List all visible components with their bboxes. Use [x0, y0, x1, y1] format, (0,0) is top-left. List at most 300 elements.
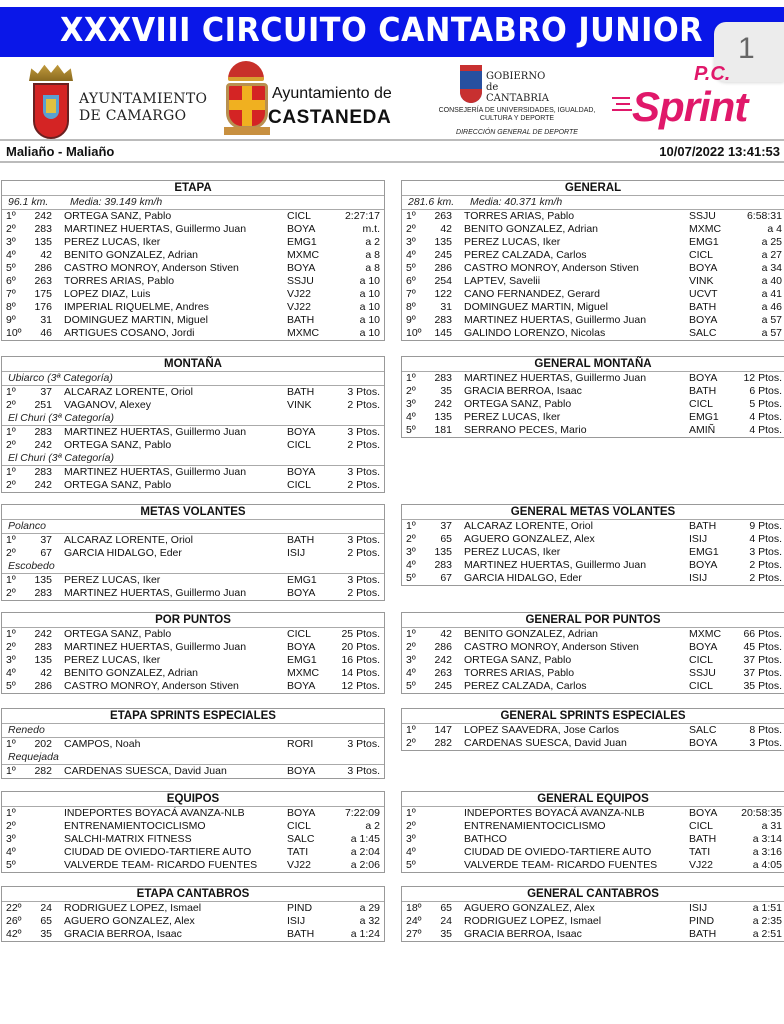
cell-name: CASTRO MONROY, Anderson Stiven [64, 262, 239, 274]
cell-team: BATH [689, 928, 717, 940]
cell-team: VJ22 [287, 288, 311, 300]
table-row [2, 628, 384, 641]
cell-team: ISIJ [689, 902, 708, 914]
table-row [402, 915, 784, 928]
cell-name: ALCARAZ LORENTE, Oriol [64, 534, 193, 546]
stage-route: Maliaño - Maliaño [6, 144, 115, 159]
cell-name: MARTINEZ HUERTAS, Guillermo Juan [64, 466, 247, 478]
cell-name: ORTEGA SANZ, Pablo [64, 628, 172, 640]
cell-pos: 1º [6, 426, 16, 438]
cell-name: PEREZ CALZADA, Carlos [464, 249, 587, 261]
cell-num: 37 [440, 520, 452, 532]
section-title: ETAPA [2, 181, 384, 196]
table-row [402, 546, 784, 559]
cell-val: 4 Ptos. [749, 411, 782, 423]
distance-km: 96.1 km. [8, 196, 49, 208]
cell-val: 3 Ptos. [749, 737, 782, 749]
table-row [2, 466, 384, 479]
cell-pos: 2º [406, 737, 416, 749]
cell-val: m.t. [362, 223, 380, 235]
cell-name: CAMPOS, Noah [64, 738, 141, 750]
cell-pos: 10º [406, 327, 422, 339]
cell-name: ORTEGA SANZ, Pablo [464, 398, 572, 410]
table-row [2, 262, 384, 275]
cell-pos: 3º [406, 833, 416, 845]
table-row [402, 737, 784, 750]
section-title: GENERAL MONTAÑA [402, 357, 784, 372]
cell-val: a 32 [359, 915, 380, 927]
cell-team: EMG1 [689, 411, 719, 423]
cell-team: PIND [689, 915, 715, 927]
cell-team: BOYA [287, 680, 316, 692]
section-title: GENERAL POR PUNTOS [402, 613, 784, 628]
cell-num: 65 [440, 902, 452, 914]
section-title: EQUIPOS [2, 792, 384, 807]
cell-val: 3 Ptos. [347, 466, 380, 478]
table-row [402, 846, 784, 859]
cantabria-shield-icon [460, 65, 482, 103]
cell-val: a 2:51 [752, 928, 782, 940]
cell-num: 202 [34, 738, 52, 750]
cell-name: DOMINGUEZ MARTIN, Miguel [64, 314, 208, 326]
cell-val: 37 Ptos. [743, 667, 782, 679]
sprint-word: Sprint [632, 83, 748, 130]
cell-name: VAGANOV, Alexey [64, 399, 151, 411]
cell-val: 7:22:09 [344, 807, 380, 819]
cell-val: 12 Ptos. [743, 372, 782, 384]
cell-pos: 5º [406, 262, 416, 274]
section-title: POR PUNTOS [2, 613, 384, 628]
cell-pos: 2º [406, 641, 416, 653]
cell-num: 24 [440, 915, 452, 927]
cell-name: GRACIA BERROA, Isaac [464, 385, 582, 397]
section-title: GENERAL METAS VOLANTES [402, 505, 784, 520]
cell-num: 263 [434, 667, 452, 679]
cell-pos: 2º [406, 223, 416, 235]
sprint-logo [612, 61, 772, 137]
cell-name: LOPEZ DIAZ, Luis [64, 288, 151, 300]
cell-name: GRACIA BERROA, Isaac [464, 928, 582, 940]
cell-team: BOYA [287, 262, 316, 274]
table-row [2, 314, 384, 327]
cell-name: TORRES ARIAS, Pablo [464, 210, 575, 222]
section-title: METAS VOLANTES [2, 505, 384, 520]
cell-team: BOYA [287, 466, 316, 478]
section-title: GENERAL SPRINTS ESPECIALES [402, 709, 784, 724]
table-row [2, 534, 384, 547]
table-row [2, 902, 384, 915]
cell-name: TORRES ARIAS, Pablo [464, 667, 575, 679]
distance-speed-header [402, 196, 784, 210]
cell-name: AGUERO GONZALEZ, Alex [464, 902, 595, 914]
cell-team: BATH [689, 833, 717, 845]
cell-num: 242 [34, 210, 52, 222]
cell-num: 37 [40, 386, 52, 398]
table-row [402, 314, 784, 327]
cell-pos: 2º [406, 820, 416, 832]
cell-num: 283 [434, 559, 452, 571]
cell-name: MARTINEZ HUERTAS, Guillermo Juan [464, 314, 647, 326]
cell-team: BOYA [287, 807, 316, 819]
cell-val: 3 Ptos. [347, 386, 380, 398]
table-row [402, 667, 784, 680]
cell-val: 2 Ptos. [749, 559, 782, 571]
cell-team: BOYA [689, 262, 718, 274]
cell-name: VALVERDE TEAM- RICARDO FUENTES [464, 859, 658, 871]
table-row [402, 559, 784, 572]
cell-num: 176 [34, 301, 52, 313]
cell-num: 286 [34, 680, 52, 692]
cell-team: BOYA [689, 372, 718, 384]
cell-team: BOYA [689, 314, 718, 326]
cell-val: 3 Ptos. [749, 546, 782, 558]
cell-pos: 3º [6, 236, 16, 248]
por-puntos-panel [1, 612, 385, 694]
cell-val: a 27 [761, 249, 782, 261]
cell-val: a 2:35 [752, 915, 782, 927]
cell-team: SALC [287, 833, 315, 845]
table-row [402, 654, 784, 667]
cell-num: 286 [434, 262, 452, 274]
cell-name: PEREZ LUCAS, Iker [464, 411, 561, 423]
general-sprints-panel [401, 708, 784, 751]
cell-num: 283 [34, 223, 52, 235]
cell-team: PIND [287, 902, 313, 914]
cell-pos: 1º [406, 520, 416, 532]
cell-team: CICL [689, 680, 713, 692]
cell-team: SSJU [287, 275, 314, 287]
cell-pos: 2º [6, 587, 16, 599]
cell-num: 135 [34, 654, 52, 666]
table-row [2, 641, 384, 654]
cell-num: 283 [34, 466, 52, 478]
cell-num: 147 [434, 724, 452, 736]
cell-team: ISIJ [287, 547, 306, 559]
cell-name: CIUDAD DE OVIEDO-TARTIERE AUTO [464, 846, 652, 858]
cell-num: 263 [434, 210, 452, 222]
cell-name: GARCIA HIDALGO, Eder [464, 572, 582, 584]
table-row [2, 547, 384, 560]
cell-num: 65 [40, 915, 52, 927]
cell-num: 135 [434, 236, 452, 248]
section-title: MONTAÑA [2, 357, 384, 372]
cell-team: BOYA [287, 426, 316, 438]
table-row [402, 928, 784, 941]
cell-pos: 3º [406, 654, 416, 666]
cell-name: PEREZ LUCAS, Iker [64, 654, 161, 666]
cell-team: BATH [287, 386, 315, 398]
table-row [2, 680, 384, 693]
cell-num: 175 [34, 288, 52, 300]
cell-pos: 1º [406, 210, 416, 222]
table-row [2, 301, 384, 314]
cell-name: CIUDAD DE OVIEDO-TARTIERE AUTO [64, 846, 252, 858]
table-row [402, 833, 784, 846]
cell-val: 20 Ptos. [341, 641, 380, 653]
table-row [402, 628, 784, 641]
cell-pos: 1º [6, 807, 16, 819]
table-row [402, 327, 784, 340]
cell-pos: 9º [6, 314, 16, 326]
cell-pos: 2º [406, 533, 416, 545]
cell-name: ORTEGA SANZ, Pablo [64, 479, 172, 491]
montana-panel [1, 356, 385, 493]
cell-team: EMG1 [689, 236, 719, 248]
cell-team: MXMC [287, 667, 320, 679]
cell-val: a 10 [359, 327, 380, 339]
cantabria-title [486, 71, 549, 104]
event-title: XXXVIII CIRCUITO CANTABRO JUNIOR [60, 10, 703, 49]
cell-name: TORRES ARIAS, Pablo [64, 275, 175, 287]
cell-num: 46 [40, 327, 52, 339]
cell-team: MXMC [287, 249, 320, 261]
table-row [2, 667, 384, 680]
castaneda-line1: Ayuntamiento de [272, 85, 392, 102]
table-row [402, 859, 784, 872]
table-row [2, 587, 384, 600]
cell-val: a 2 [365, 820, 380, 832]
cell-team: CICL [287, 820, 311, 832]
cell-val: 9 Ptos. [749, 520, 782, 532]
cell-val: a 8 [365, 262, 380, 274]
cell-pos: 2º [406, 385, 416, 397]
cell-name: DOMINGUEZ MARTIN, Miguel [464, 301, 608, 313]
cell-num: 31 [40, 314, 52, 326]
cell-num: 67 [440, 572, 452, 584]
cell-pos: 1º [406, 372, 416, 384]
table-row [2, 654, 384, 667]
cell-name: MARTINEZ HUERTAS, Guillermo Juan [64, 426, 247, 438]
cell-pos: 1º [6, 466, 16, 478]
cell-name: BENITO GONZALEZ, Adrian [64, 667, 199, 679]
cell-team: AMIÑ [689, 424, 716, 436]
cell-team: BOYA [287, 765, 316, 777]
cell-pos: 5º [6, 859, 16, 871]
cell-team: CICL [287, 439, 311, 451]
cell-team: ISIJ [287, 915, 306, 927]
cell-val: a 4 [767, 223, 782, 235]
table-row [2, 223, 384, 236]
cell-pos: 8º [6, 301, 16, 313]
cell-num: 135 [34, 236, 52, 248]
table-row [402, 533, 784, 546]
cell-name: MARTINEZ HUERTAS, Guillermo Juan [464, 372, 647, 384]
table-row [2, 479, 384, 492]
table-row [2, 399, 384, 412]
average-speed: Media: 39.149 km/h [70, 196, 163, 208]
stage-info-bar [0, 139, 784, 163]
cell-pos: 8º [406, 301, 416, 313]
table-row [402, 236, 784, 249]
table-row [402, 372, 784, 385]
cell-name: PEREZ CALZADA, Carlos [464, 680, 587, 692]
cell-pos: 6º [6, 275, 16, 287]
castaneda-shield-icon [226, 83, 268, 129]
cell-num: 42 [40, 667, 52, 679]
cell-name: SALCHI-MATRIX FITNESS [64, 833, 192, 845]
cell-val: 3 Ptos. [347, 738, 380, 750]
cell-name: INDEPORTES BOYACÁ AVANZA-NLB [64, 807, 245, 819]
cell-num: 283 [34, 426, 52, 438]
cell-name: ALCARAZ LORENTE, Oriol [64, 386, 193, 398]
table-row [2, 386, 384, 399]
cell-name: MARTINEZ HUERTAS, Guillermo Juan [464, 559, 647, 571]
cell-val: 3 Ptos. [347, 574, 380, 586]
table-row [2, 928, 384, 941]
cell-pos: 42º [6, 928, 22, 940]
cell-team: CICL [689, 820, 713, 832]
group-label: El Churi (3ª Categoría) [2, 452, 384, 466]
table-row [2, 738, 384, 751]
distance-speed-header [2, 196, 384, 210]
crown-icon [29, 63, 73, 81]
cell-team: CICL [689, 249, 713, 261]
cell-name: CASTRO MONROY, Anderson Stiven [464, 262, 639, 274]
cell-pos: 4º [406, 411, 416, 423]
cell-val: a 46 [761, 301, 782, 313]
camargo-text [79, 91, 207, 125]
castaneda-logo [220, 61, 395, 137]
cell-pos: 1º [6, 738, 16, 750]
cell-pos: 1º [406, 807, 416, 819]
cell-name: AGUERO GONZALEZ, Alex [464, 533, 595, 545]
cell-name: GARCIA HIDALGO, Eder [64, 547, 182, 559]
table-row [402, 262, 784, 275]
cell-pos: 27º [406, 928, 422, 940]
cell-val: 2 Ptos. [347, 439, 380, 451]
group-label: Escobedo [2, 560, 384, 574]
cell-team: VJ22 [287, 859, 311, 871]
cell-team: BATH [689, 301, 717, 313]
cell-val: a 57 [761, 327, 782, 339]
title-banner [0, 7, 784, 57]
cell-val: a 2 [365, 236, 380, 248]
cell-pos: 9º [406, 314, 416, 326]
etapa-panel [1, 180, 385, 341]
cell-val: 35 Ptos. [743, 680, 782, 692]
cell-name: INDEPORTES BOYACÁ AVANZA-NLB [464, 807, 645, 819]
cell-pos: 6º [406, 275, 416, 287]
cell-team: UCVT [689, 288, 718, 300]
cell-team: BATH [287, 928, 315, 940]
cell-val: a 3:14 [752, 833, 782, 845]
cell-pos: 7º [406, 288, 416, 300]
cell-num: 42 [440, 223, 452, 235]
cell-val: a 3:16 [752, 846, 782, 858]
cell-team: BATH [287, 534, 315, 546]
cell-num: 35 [440, 385, 452, 397]
cell-num: 283 [434, 314, 452, 326]
cell-team: CICL [287, 628, 311, 640]
cell-name: PEREZ LUCAS, Iker [64, 574, 161, 586]
cell-name: ENTRENAMIENTOCICLISMO [464, 820, 606, 832]
cell-name: BENITO GONZALEZ, Adrian [64, 249, 199, 261]
table-row [402, 275, 784, 288]
cell-val: 6 Ptos. [749, 385, 782, 397]
cell-val: 12 Ptos. [341, 680, 380, 692]
ribbon-icon [224, 127, 270, 135]
table-row [2, 249, 384, 262]
cell-pos: 10º [6, 327, 22, 339]
cell-name: LAPTEV, Savelii [464, 275, 541, 287]
table-row [402, 820, 784, 833]
cell-pos: 4º [406, 667, 416, 679]
cell-pos: 5º [406, 859, 416, 871]
etapa-cantabros-panel [1, 886, 385, 942]
table-row [402, 210, 784, 223]
cell-team: RORI [287, 738, 314, 750]
cell-num: 283 [34, 641, 52, 653]
cell-val: a 1:45 [350, 833, 380, 845]
cell-pos: 3º [6, 654, 16, 666]
cell-name: ARTIGUES COSANO, Jordi [64, 327, 195, 339]
cell-val: a 8 [365, 249, 380, 261]
table-row [2, 859, 384, 872]
cell-val: a 10 [359, 288, 380, 300]
cell-pos: 1º [6, 386, 16, 398]
cell-val: 3 Ptos. [347, 426, 380, 438]
cell-name: CARDENAS SUESCA, David Juan [464, 737, 627, 749]
cell-pos: 7º [6, 288, 16, 300]
table-row [402, 902, 784, 915]
cell-pos: 4º [6, 249, 16, 261]
table-row [2, 439, 384, 452]
table-row [402, 249, 784, 262]
cantabria-logo [422, 61, 612, 137]
cell-num: 282 [34, 765, 52, 777]
group-label: El Churi (3ª Categoría) [2, 412, 384, 426]
cell-val: 3 Ptos. [347, 534, 380, 546]
equipos-panel [1, 791, 385, 873]
cell-team: EMG1 [689, 546, 719, 558]
cell-pos: 5º [406, 572, 416, 584]
cell-num: 35 [440, 928, 452, 940]
cell-team: TATI [287, 846, 309, 858]
cell-team: ISIJ [689, 533, 708, 545]
cell-num: 67 [40, 547, 52, 559]
cell-num: 242 [434, 398, 452, 410]
cell-num: 135 [434, 411, 452, 423]
cell-team: BOYA [689, 559, 718, 571]
cantabria-line3: CANTABRIA [486, 93, 550, 104]
cell-name: PEREZ LUCAS, Iker [464, 236, 561, 248]
cell-name: CANO FERNANDEZ, Gerard [464, 288, 600, 300]
cell-team: EMG1 [287, 574, 317, 586]
cell-pos: 4º [406, 559, 416, 571]
cell-pos: 1º [6, 765, 16, 777]
cell-pos: 1º [6, 628, 16, 640]
cell-name: VALVERDE TEAM- RICARDO FUENTES [64, 859, 258, 871]
cell-num: 263 [34, 275, 52, 287]
cell-num: 135 [434, 546, 452, 558]
cell-pos: 1º [406, 724, 416, 736]
cell-name: PEREZ LUCAS, Iker [64, 236, 161, 248]
cell-pos: 1º [406, 628, 416, 640]
cell-name: GRACIA BERROA, Isaac [64, 928, 182, 940]
cell-val: 25 Ptos. [341, 628, 380, 640]
table-row [2, 236, 384, 249]
cell-name: CASTRO MONROY, Anderson Stiven [464, 641, 639, 653]
table-row [402, 411, 784, 424]
cell-pos: 26º [6, 915, 22, 927]
average-speed: Media: 40.371 km/h [470, 196, 563, 208]
table-row [2, 915, 384, 928]
cell-val: a 34 [761, 262, 782, 274]
cell-val: a 1:51 [752, 902, 782, 914]
cell-team: VINK [689, 275, 714, 287]
cell-name: ORTEGA SANZ, Pablo [64, 210, 172, 222]
table-row [402, 424, 784, 437]
